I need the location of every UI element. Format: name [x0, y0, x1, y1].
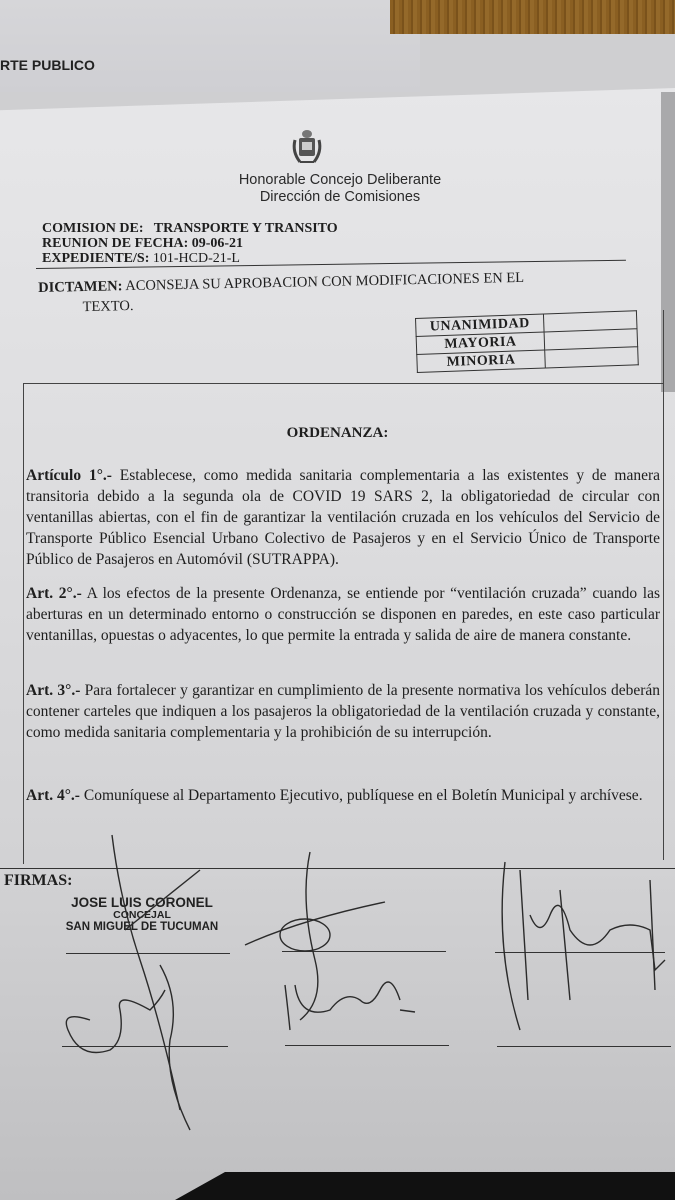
dictamen-label: DICTAMEN: [38, 278, 123, 296]
article-label: Art. 4°.- [26, 787, 80, 804]
comision-value: TRANSPORTE Y TRANSITO [153, 221, 338, 236]
vote-label: MINORIA [417, 350, 546, 372]
article-text: A los efectos de la presente Ordenanza, se entiende por “ventilación cruzada” cuando las aberturas en un determinado entorno o construcción se disponen en paredes, en este caso particular ventanillas, opuestas o adyacentes, lo que permite la entrada y salida de aire de manera constante. [26, 585, 660, 644]
stamp-name: JOSE LUIS CORONEL [71, 895, 213, 910]
vote-label: MAYORIA [416, 332, 545, 354]
expediente-value: 101-HCD-21-L [152, 251, 240, 266]
article-text: Para fortalecer y garantizar en cumplimiento de la presente normativa los vehículos deberán contener carteles que indiquen a los pasajeros la obligatoriedad de la ventilación cruzada y constante, como medida sanitaria complementaria y la prohibición de su interrupción. [26, 682, 660, 741]
reunion-value: 09-06-21 [191, 236, 244, 251]
reunion-label: REUNION DE FECHA: [42, 236, 189, 251]
article-text: Establecese, como medida sanitaria complementaria a las existentes y de manera transitoria debido a la segunda ola de COVID 19 SARS 2, la obligatoriedad de circular con ventanillas abiertas, con el fin de garantizar la ventilación cruzada en los vehículos del Servicio de Transporte Público Esencial Urbano Colectivo de Pasajeros y en el Servicio Único de Transporte Público de Pasajeros en Automóvil (SUTRAPPA). [26, 467, 660, 568]
stamp-city: SAN MIGUEL DE TUCUMAN [65, 921, 219, 933]
dictamen-text: ACONSEJA SU APROBACION CON MODIFICACIONES EN EL [125, 269, 525, 295]
vote-label: UNANIMIDAD [416, 314, 545, 336]
expediente-label: EXPEDIENTE/S: [42, 251, 150, 266]
article-label: Artículo 1°.- [26, 467, 112, 484]
organization-name: Honorable Concejo Deliberante [238, 172, 442, 188]
background-sheet-text: RTE PUBLICO [0, 57, 95, 73]
article-label: Art. 2°.- [26, 585, 82, 602]
dark-surface [175, 1172, 675, 1200]
comision-label: COMISION DE: [42, 221, 144, 236]
ordinance-title: ORDENANZA: [286, 425, 389, 441]
article-label: Art. 3°.- [26, 682, 81, 699]
article-text: Comuníquese al Departamento Ejecutivo, publíquese en el Boletín Municipal y archívese. [83, 787, 643, 804]
dictamen-text-cont: TEXTO. [82, 298, 134, 316]
signatures-label: FIRMAS: [4, 872, 73, 889]
stamp-role: CONCEJAL [113, 909, 171, 921]
department-name: Dirección de Comisiones [259, 189, 421, 205]
